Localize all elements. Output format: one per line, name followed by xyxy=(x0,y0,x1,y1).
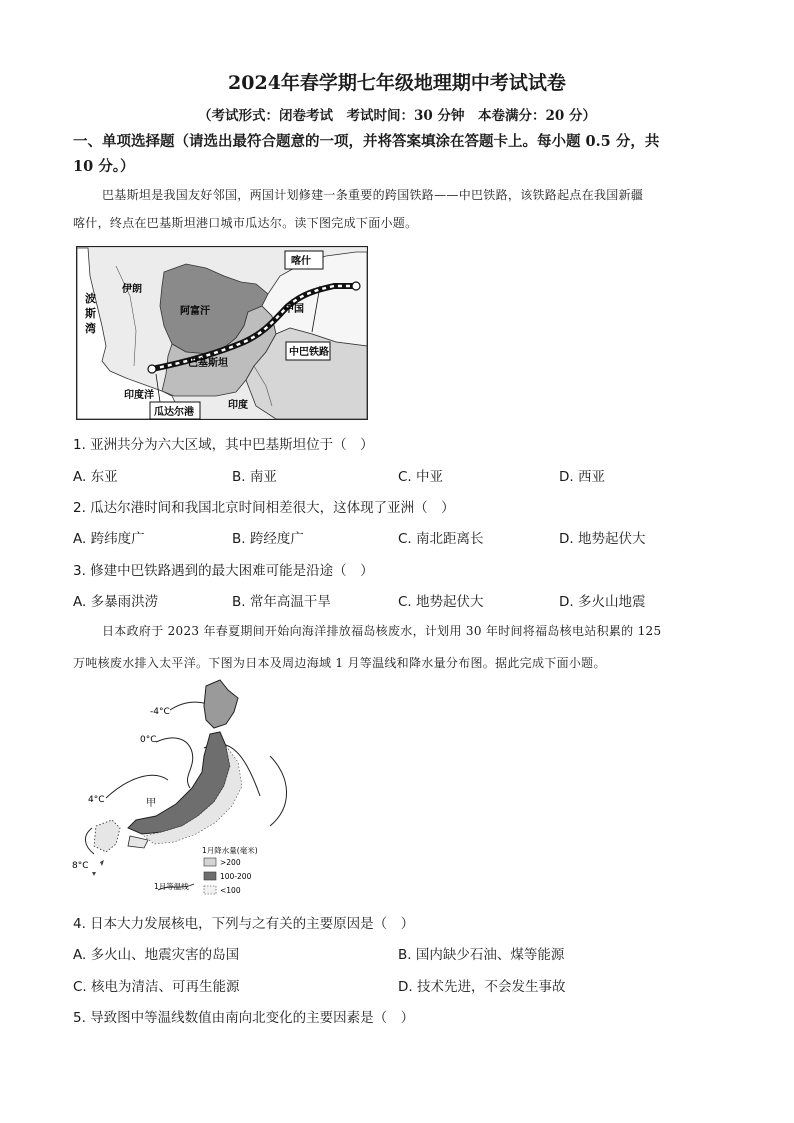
japan-isotherm-map xyxy=(70,676,350,904)
question-5-stem: 5. 导致图中等温线数值由南向北变化的主要因素是（ ） xyxy=(73,1010,415,1026)
question-3-option-c[interactable]: C. 地势起伏大 xyxy=(398,594,484,610)
legend-title: 1月降水量(毫米) xyxy=(202,846,258,855)
label-afghanistan: 阿富汗 xyxy=(180,306,210,317)
isotherm-label-8: 8°C xyxy=(72,861,89,871)
question-1-option-d[interactable]: D. 西亚 xyxy=(559,469,605,485)
question-2-option-d[interactable]: D. 地势起伏大 xyxy=(559,531,646,547)
exam-info: （考试形式：闭卷考试 考试时间：30 分钟 本卷满分：20 分） xyxy=(198,108,596,124)
question-2-option-c[interactable]: C. 南北距离长 xyxy=(398,531,484,547)
label-iran: 伊朗 xyxy=(122,284,142,295)
label-bosi-1: 波 xyxy=(85,292,96,305)
question-3-option-d[interactable]: D. 多火山地震 xyxy=(559,594,646,610)
label-gwadar: 瓜达尔港 xyxy=(154,407,194,418)
legend-item-high: >200 xyxy=(220,858,241,867)
question-1-option-b[interactable]: B. 南亚 xyxy=(232,469,277,485)
legend-item-mid: 100-200 xyxy=(220,872,252,881)
question-2-stem: 2. 瓜达尔港时间和我国北京时间相差很大，这体现了亚洲（ ） xyxy=(73,500,455,516)
exam-title: 2024年春学期七年级地理期中考试试卷 xyxy=(228,72,566,94)
label-indian-ocean: 印度洋 xyxy=(124,390,154,401)
question-4-option-d[interactable]: D. 技术先进，不会发生事故 xyxy=(398,979,566,995)
isotherm-0 xyxy=(156,738,193,788)
kyushu-shape xyxy=(94,820,120,852)
label-jia: 甲 xyxy=(146,798,156,809)
label-china: 中国 xyxy=(284,304,304,315)
question-4-option-a[interactable]: A. 多火山、地震灾害的岛国 xyxy=(73,947,240,963)
question-1-option-a[interactable]: A. 东亚 xyxy=(73,469,118,485)
label-india: 印度 xyxy=(228,400,248,411)
question-3-option-a[interactable]: A. 多暴雨洪涝 xyxy=(73,594,159,610)
question-1-option-c[interactable]: C. 中亚 xyxy=(398,469,444,485)
isotherm-label-minus4: -4°C xyxy=(150,707,170,717)
question-1-stem: 1. 亚洲共分为六大区域，其中巴基斯坦位于（ ） xyxy=(73,437,374,453)
question-3-option-b[interactable]: B. 常年高温干旱 xyxy=(232,594,331,610)
question-4-stem: 4. 日本大力发展核电，下列与之有关的主要原因是（ ） xyxy=(73,916,415,932)
isotherm-4 xyxy=(106,775,168,798)
passage2-line2: 万吨核废水排入太平洋。下图为日本及周边海域 1 月等温线和降水量分布图。据此完成下面小题。 xyxy=(73,656,606,670)
question-4-option-b[interactable]: B. 国内缺少石油、煤等能源 xyxy=(398,947,565,963)
section-heading-line2: 10 分。） xyxy=(73,158,135,175)
hokkaido-shape xyxy=(204,680,238,728)
passage2-line1: 日本政府于 2023 年春夏期间开始向海洋排放福岛核废水，计划用 30 年时间将福岛核电站积累的 125 xyxy=(102,624,662,638)
section-heading-line1: 一、单项选择题（请选出最符合题意的一项，并将答案填涂在答题卡上。每小题 0.5 分，共 xyxy=(73,133,660,150)
kashi-point xyxy=(352,282,360,290)
question-3-stem: 3. 修建中巴铁路遇到的最大困难可能是沿途（ ） xyxy=(73,563,374,579)
passage1-line1: 巴基斯坦是我国友好邻国，两国计划修建一条重要的跨国铁路——中巴铁路，该铁路起点在我国新疆 xyxy=(102,188,644,202)
label-kashi: 喀什 xyxy=(291,256,311,267)
isotherm-label-0: 0°C xyxy=(140,735,157,745)
shikoku-shape xyxy=(128,836,148,848)
question-2-option-b[interactable]: B. 跨经度广 xyxy=(232,531,304,547)
gwadar-point xyxy=(148,365,156,373)
isotherm-minus4 xyxy=(170,702,208,710)
label-pakistan: 巴基斯坦 xyxy=(188,358,228,369)
isotherm-label-4: 4°C xyxy=(88,795,105,805)
label-railway: 中巴铁路 xyxy=(289,347,329,358)
label-bosi-2: 斯 xyxy=(85,307,96,320)
legend-isotherm: 1月等温线 xyxy=(154,882,189,891)
legend-item-low: <100 xyxy=(220,886,241,895)
passage1-line2: 喀什，终点在巴基斯坦港口城市瓜达尔。读下图完成下面小题。 xyxy=(73,216,418,230)
label-bosi-3: 湾 xyxy=(85,322,96,335)
china-pakistan-railway-map xyxy=(76,246,368,420)
question-2-option-a[interactable]: A. 跨纬度广 xyxy=(73,531,145,547)
question-4-option-c[interactable]: C. 核电为清洁、可再生能源 xyxy=(73,979,240,995)
isotherm-8 xyxy=(85,828,94,854)
